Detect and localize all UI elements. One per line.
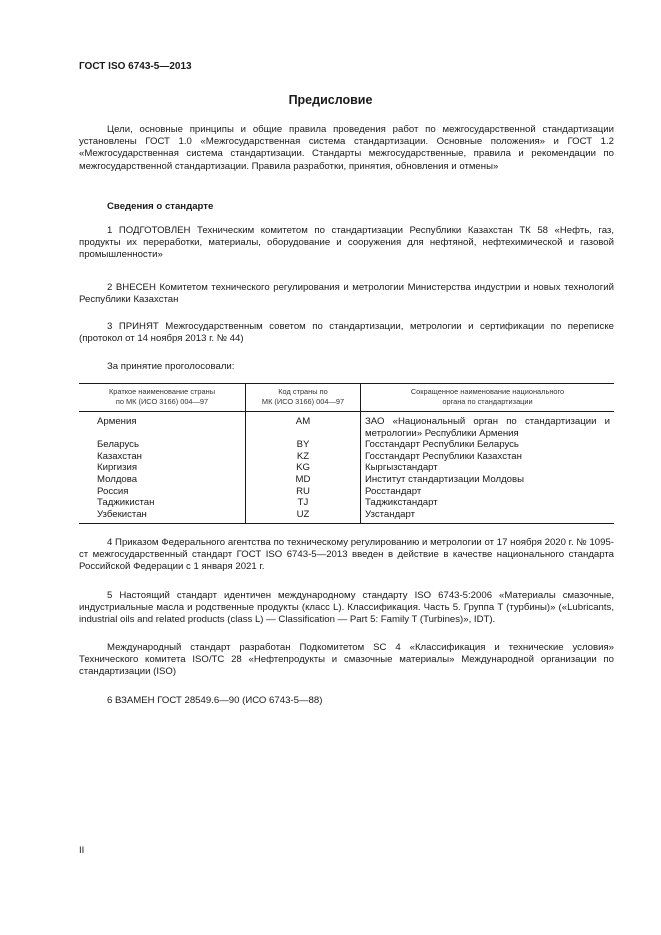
document-code: ГОСТ ISO 6743-5—2013 xyxy=(79,61,192,72)
table-row xyxy=(79,474,614,486)
body-cell: Институт стандартизации Молдовы xyxy=(361,474,615,486)
intro-paragraph: Цели, основные принципы и общие правила проведения работ по межгосударственной стандартизации установлены ГОСТ 1.0 «Межгосударственная система стандартизации. Основные положения» и ГОСТ 1.2 «Межгосударственная система стандартизации. Стандарты межгосударственные, правила и рекомендации по межгосударственной стандартизации. Правила разработки, принятия, обновления и отмены» xyxy=(79,124,614,172)
body-cell: Росстандарт xyxy=(361,486,615,498)
body-cell: Госстандарт Республики Беларусь xyxy=(361,439,615,451)
table-row xyxy=(79,439,614,451)
vote-label: За принятие проголосовали: xyxy=(107,361,235,372)
body-cell: ЗАО «Национальный орган по стандартизации и метрологии» Республики Армения xyxy=(361,412,615,440)
country-cell: Таджикистан xyxy=(97,497,155,509)
header-code: Код страны по МК (ИСО 3166) 004—97 xyxy=(246,384,361,412)
code-cell: KZ xyxy=(246,451,361,463)
country-cell: Узбекистан xyxy=(79,509,246,524)
body-cell: Таджикстандарт xyxy=(361,497,615,509)
table-row xyxy=(79,509,614,524)
item-5-paragraph: 5 Настоящий стандарт идентичен международному стандарту ISO 6743-5:2006 «Материалы смазочные, индустриальные масла и родственные продукты (класс L). Классификация. Часть 5. Группа T (турбины)» («Lubricants, industrial oils and related products (class L) — Classification — Part 5: Family T (Turbines)», IDT). xyxy=(79,590,614,626)
country-cell: Армения xyxy=(97,416,137,427)
page-number: II xyxy=(79,845,85,856)
code-cell: KG xyxy=(246,462,361,474)
item-4-paragraph: 4 Приказом Федерального агентства по техническому регулированию и метрологии от 17 ноября 2020 г. № 1095-ст межгосударственный стандарт ГОСТ ISO 6743-5—2013 введен в действие в качестве национального стандарта Российской Федерации с 1 января 2021 г. xyxy=(79,537,614,573)
country-cell: Россия xyxy=(97,485,129,497)
code-cell: TJ xyxy=(246,497,361,509)
table-row xyxy=(79,412,614,440)
table-row xyxy=(79,451,614,463)
page-title: Предисловие xyxy=(288,93,373,107)
voting-table xyxy=(79,383,614,524)
item-2-paragraph: 2 ВНЕСЕН Комитетом технического регулирования и метрологии Министерства индустрии и новых технологий Республики Казахстан xyxy=(79,282,614,306)
header-body: Сокращенное наименование национального органа по стандартизации xyxy=(361,384,615,412)
code-cell: UZ xyxy=(246,509,361,524)
item-3-paragraph: 3 ПРИНЯТ Межгосударственным советом по стандартизации, метрологии и сертификации по переписке (протокол от 14 ноября 2013 г. № 44) xyxy=(79,321,614,345)
code-cell: RU xyxy=(246,486,361,498)
item-1-paragraph: 1 ПОДГОТОВЛЕН Техническим комитетом по стандартизации Республики Казахстан ТК 58 «Нефть, газ, продукты их переработки, материалы, оборудование и сооружения для нефтяной, нефтехимической и газовой промышленности» xyxy=(79,225,614,261)
country-cell: Беларусь xyxy=(97,439,139,451)
code-cell: BY xyxy=(246,439,361,451)
body-cell: Кыргызстандарт xyxy=(361,462,615,474)
code-cell: MD xyxy=(246,474,361,486)
country-cell: Казахстан xyxy=(97,450,142,462)
country-cell: Молдова xyxy=(97,473,138,485)
item-6-paragraph: 6 ВЗАМЕН ГОСТ 28549.6—90 (ИСО 6743-5—88) xyxy=(107,695,323,706)
table-header-row xyxy=(79,384,614,412)
country-cell: Киргизия xyxy=(97,462,138,474)
info-heading: Сведения о стандарте xyxy=(107,201,214,212)
item-5-note-paragraph: Международный стандарт разработан Подкомитетом SC 4 «Классификация и технические условия» Технического комитета ISO/TC 28 «Нефтепродукты и смазочные материалы» Международной организации по стандартизации (ISO) xyxy=(79,642,614,678)
header-country: Краткое наименование страны по МК (ИСО 3166) 004—97 xyxy=(79,384,246,412)
table-row xyxy=(79,497,614,509)
table-row xyxy=(79,486,614,498)
body-cell: Госстандарт Республики Казахстан xyxy=(361,451,615,463)
table-row xyxy=(79,462,614,474)
code-cell: AM xyxy=(246,412,361,440)
body-cell: Узстандарт xyxy=(361,509,615,524)
